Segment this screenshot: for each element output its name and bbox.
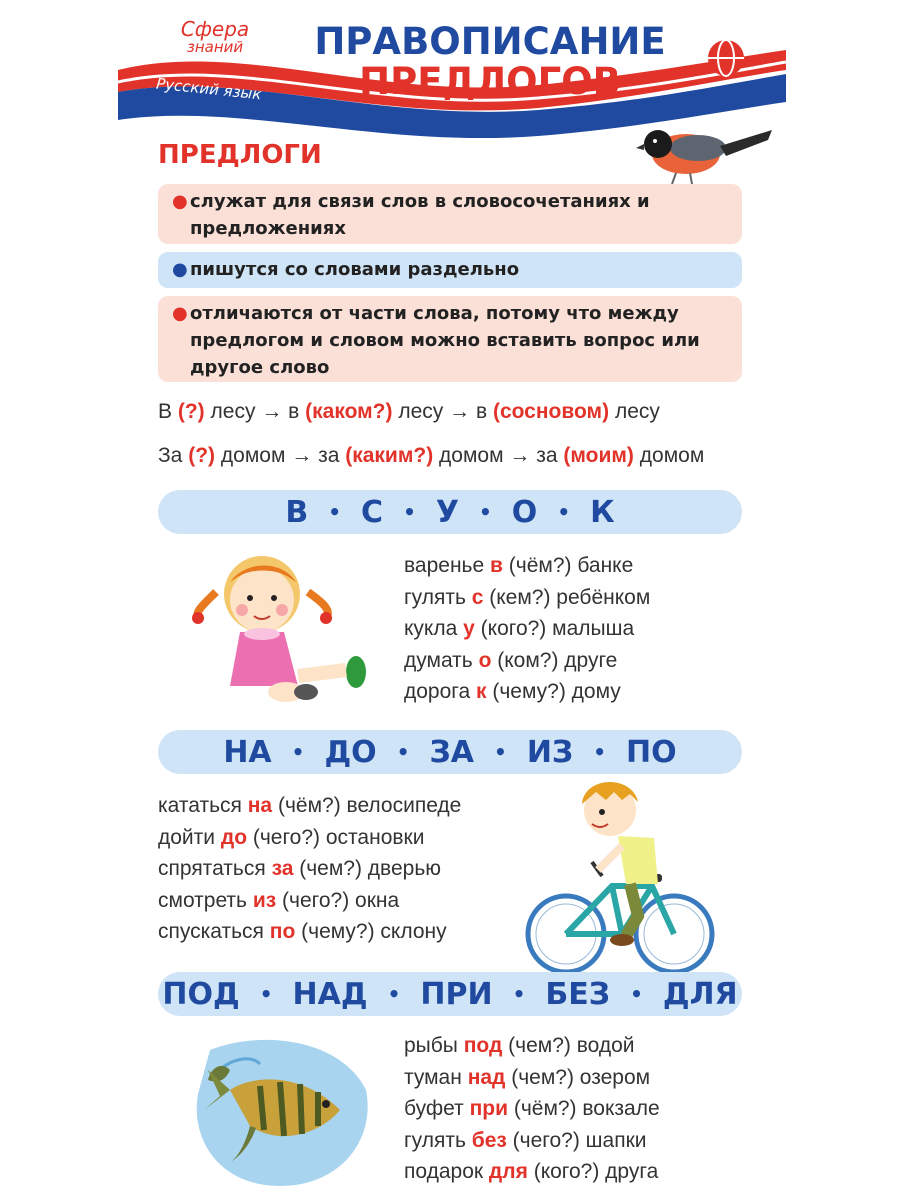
phrase-item: рыбы под (чем?) водой xyxy=(404,1034,635,1057)
phrase-item: туман над (чем?) озером xyxy=(404,1065,651,1089)
bullet-icon: ● xyxy=(172,303,188,324)
section-title: ПРЕДЛОГИ xyxy=(158,140,322,170)
phrase-item: гулять с (кем?) ребёнком xyxy=(404,585,651,609)
phrase-item: кататься на (чём?) велосипеде xyxy=(158,794,462,817)
globe-icon xyxy=(706,38,746,78)
phrase-item: варенье в (чём?) банке xyxy=(404,554,634,577)
logo-line2: знаний xyxy=(186,38,244,56)
preposition-bar: НА • ДО • ЗА • ИЗ • ПО xyxy=(158,730,742,774)
title-line1: ПРАВОПИСАНИЕ xyxy=(314,20,666,63)
phrase-item: кукла у (кого?) малыша xyxy=(404,617,635,640)
rule-text: служат для связи слов в словосочетаниях и предложениях xyxy=(190,191,650,239)
logo-line1: Сфера xyxy=(180,17,250,41)
bird-icon xyxy=(636,118,776,188)
phrase-item: дойти до (чего?) остановки xyxy=(158,825,425,849)
phrase-item: смотреть из (чего?) окна xyxy=(158,888,400,912)
example-line: За (?) домом → за (каким?) домом → за (моим) домом xyxy=(158,444,705,467)
title-line2: ПРЕДЛОГОВ xyxy=(359,60,621,103)
phrase-item: спрятаться за (чем?) дверью xyxy=(158,857,442,880)
bullet-icon: ● xyxy=(172,259,188,280)
phrase-list xyxy=(404,1030,660,1188)
phrase-item: спускаться по (чему?) склону xyxy=(158,920,447,943)
page-title xyxy=(300,22,680,102)
phrase-item: думать о (ком?) друге xyxy=(404,648,618,672)
rule-item xyxy=(158,252,742,288)
phrase-item: подарок для (кого?) друга xyxy=(404,1160,659,1183)
preposition-bar: В • С • У • О • К xyxy=(158,490,742,534)
preposition-bar: ПОД • НАД • ПРИ • БЕЗ • ДЛЯ xyxy=(158,972,742,1016)
phrase-item: гулять без (чего?) шапки xyxy=(404,1128,647,1152)
rule-item xyxy=(158,296,742,382)
doll-illustration xyxy=(186,552,376,712)
rule-text: отличаются от части слова, потому что между предлогом и словом можно вставить вопрос или другое слово xyxy=(190,303,700,378)
subject-label: Русский язык xyxy=(155,74,263,104)
phrase-item: дорога к (чему?) дому xyxy=(404,680,621,703)
publisher-logo xyxy=(150,17,280,56)
phrase-list xyxy=(404,550,650,708)
phrase-list xyxy=(158,790,461,948)
example-line: В (?) лесу → в (каком?) лесу → в (сосновом) лесу xyxy=(158,400,660,423)
phrase-item: буфет при (чём?) вокзале xyxy=(404,1097,660,1120)
fish-illustration xyxy=(190,1030,376,1190)
bullet-icon: ● xyxy=(172,191,188,212)
boy-on-bike-illustration xyxy=(522,766,718,976)
rule-item xyxy=(158,184,742,244)
rule-text: пишутся со словами раздельно xyxy=(190,259,520,280)
